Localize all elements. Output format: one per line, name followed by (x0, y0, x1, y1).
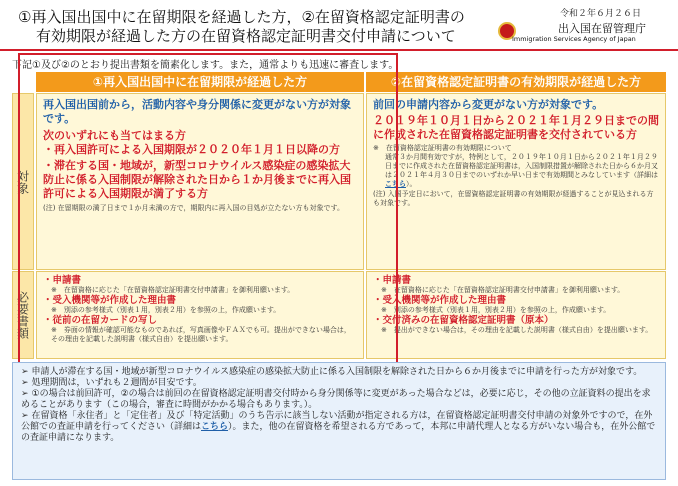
target-2-lead: 前回の申請内容から変更がない方が対象です。 (373, 98, 604, 111)
note-3: ➢ ①の場合は前回許可，②の場合は前回の在留資格認定証明書交付時から身分関係等に変更があった場合などは，必要に応じ，その他の立証資料の提出を求めることがあります（この場合，審査に時間がかかる場合もあります。）。 (21, 389, 651, 410)
column-header-2: ②在留資格認定証明書の有効期限が経過した方 (366, 72, 666, 92)
target-2-note-head: ※ 在留資格認定証明書の有効期限について (373, 144, 512, 152)
agency-name-ja: 出入国在留管理庁 (558, 22, 646, 35)
page-title (18, 8, 488, 46)
target-2-details-link[interactable]: こちら (385, 180, 406, 188)
docs-cell-1 (36, 271, 364, 359)
note-1: ➢ 申請人が滞在する国・地域が新型コロナウイルス感染症の感染拡大防止に係る入国制限を解除された日から６か月後までに申請を行った方が対象です。 (21, 367, 643, 377)
docs-2-item-3: ・交付済みの在留資格認定証明書（原本） (373, 315, 554, 326)
docs-2-item-1: ・申請書 (373, 275, 412, 286)
arrow-icon: ➢ (21, 411, 29, 421)
docs-1-item-2-note: ※ 別添の参考様式（別表１用，別表２用）を参照の上，作成願います。 (51, 306, 281, 314)
docs-2-item-3-note: ※ 提出ができない場合は，その理由を記載した説明書（様式自由）を提出願います。 (381, 326, 653, 334)
docs-1-item-2: ・受入機関等が作成した理由書 (43, 295, 177, 306)
docs-1-item-1: ・申請書 (43, 275, 82, 286)
date: 令和２年６月２６日 (560, 9, 642, 19)
note-2: ➢ 処理期間は，いずれも２週間が目安です。 (21, 378, 202, 388)
title-line-1: ①再入国出国中に在留期限を経過した方，②在留資格認定証明書の (18, 8, 465, 26)
target-1-either: 次のいずれにも当てはまる方 (43, 129, 186, 142)
docs-2-item-2: ・受入機関等が作成した理由書 (373, 295, 507, 306)
column-header-1: ①再入国出国中に在留期限が経過した方 (36, 72, 364, 92)
header-divider (0, 49, 678, 51)
agency-name-en: Immigration Services Agency of Japan (512, 35, 636, 43)
docs-cell-2 (366, 271, 666, 359)
row-label-target: 対象 (12, 93, 34, 270)
target-1-lead: 再入国出国前から，活動内容や身分関係に変更がない方が対象です。 (43, 98, 351, 125)
docs-2-item-2-note: ※ 別添の参考様式（別表１用，別表２用）を参照の上，作成願います。 (381, 306, 611, 314)
arrow-icon: ➢ (21, 389, 29, 399)
docs-1-item-3-note: ※ 券面の情報が確認可能なものであれば，写真画像やＦＡＸでも可。提出ができない場合は，その理由を記載した説明書（様式自由）を提出願います。 (51, 326, 351, 343)
title-line-2: 有効期限が経過した方の在留資格認定証明書交付申請について (36, 27, 456, 45)
arrow-icon: ➢ (21, 367, 29, 377)
target-1-bullet-1: ・再入国許可による入国期限が２０２０年１月１日以降の方 (43, 143, 340, 156)
intro-text: 下記①及び②のとおり提出書類を簡素化します。また，通常よりも迅速に審査します。 (12, 60, 399, 71)
notes-box (12, 362, 666, 480)
row-label-docs: 必要書類 (12, 271, 34, 359)
note-4: ➢ 在留資格「永住者」と「定住者」及び「特定活動」のうち告示に該当しない活動が指定される方は，在留資格認定証明書交付申請の対象外ですので，在外公館での査証申請を行ってください（詳細はこちら）。また，他の在留資格を希望される方であって，本邦に申請代理人となる方がいない場合も，在外公館での査証申請になります。 (21, 411, 656, 443)
target-1-note: (注) 在留期限の満了日まで１か月未満の方で，期限内に再入国の目処が立たない方も対象です。 (43, 204, 344, 212)
target-2-note-2: (注) 入国予定日において，在留資格認定証明書の有効期限が経過することが見込まれる方も対象です。 (373, 190, 654, 207)
docs-1-item-3: ・従前の在留カードの写し (43, 315, 158, 326)
arrow-icon: ➢ (21, 378, 29, 388)
target-2-note-body: 通常３か月間有効ですが，特例として，２０１９年１０月１日から２０２１年１月２９日までに作成された在留資格認定証明書は，入国制限措置が解除された日から６か月又は２０２１年４月３０日までのいずれか早い日まで有効期間とみなしています（詳細はこちら）。 (385, 153, 658, 188)
docs-2-item-1-note: ※ 在留資格に応じた「在留資格認定証明書交付申請書」を御利用願います。 (381, 286, 625, 294)
docs-1-item-1-note: ※ 在留資格に応じた「在留資格認定証明書交付申請書」を御利用願います。 (51, 286, 295, 294)
target-cell-2 (366, 93, 666, 270)
target-2-red: ２０１９年１０月１日から２０２１年１月２９日までの間に作成された在留資格認定証明書を交付されている方 (373, 114, 659, 141)
target-cell-1 (36, 93, 364, 270)
note-4-details-link[interactable]: こちら (201, 422, 229, 432)
target-1-bullet-2: ・滞在する国・地域が，新型コロナウイルス感染症の感染拡大防止に係る入国制限が解除された日から１か月後までに再入国許可による入国期限が満了する方 (43, 159, 351, 200)
